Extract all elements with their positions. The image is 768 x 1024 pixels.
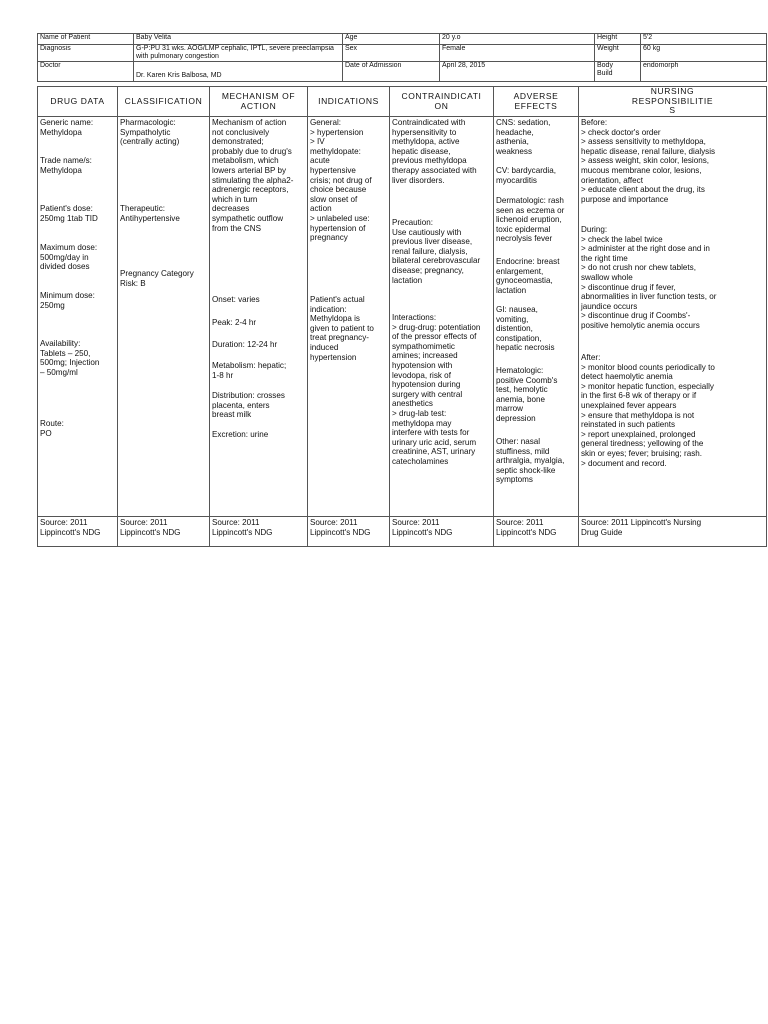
interactions: Interactions: > drug-drug: potentiation of the pressor effects of sympathomimetic amines; increased hypotension with levodopa, risk of hypotension during surgery with central anesthetics > drug-lab test: methyldopa may interfere with tests for urinary uric acid, serum creatinine, AST, urinary catecholamines <box>392 313 481 466</box>
indications-cell <box>308 117 390 517</box>
doctor-value: Dr. Karen Kris Balbosa, MD <box>136 72 222 79</box>
diagnosis-label: Diagnosis <box>38 45 134 62</box>
nursing-cell <box>579 117 767 517</box>
adverse-cv: CV: bardycardia, myocarditis <box>496 166 556 185</box>
adverse-gi: GI: nausea, vomiting, distention, constipation, hepatic necrosis <box>496 305 555 353</box>
header-drug-data: DRUG DATA <box>38 87 118 117</box>
weight-value: 60 kg <box>641 45 767 62</box>
generic-name: Generic name: Methyldopa <box>40 118 94 137</box>
height-label: Height <box>595 34 641 45</box>
duration: Duration: 12-24 hr <box>212 340 278 349</box>
patient-info-table <box>37 33 767 82</box>
drug-data-cell <box>38 117 118 517</box>
header-nursing-responsibilities: NURSING RESPONSIBILITIE S <box>579 87 767 117</box>
nursing-after: After: > monitor blood counts periodically to detect haemolytic anemia > monitor hepatic function, especially in the first 6-8 wk of therapy or if unexplained fever appears > ensure that methyldopa is not reinstated in such patients > report unexplained, prolonged general tiredness; yellowing of the skin or eyes; fever; bruising; rash. > document and record. <box>581 353 715 468</box>
adverse-effects-cell <box>494 117 579 517</box>
header-adverse-effects: ADVERSE EFFECTS <box>494 87 579 117</box>
name-label: Name of Patient <box>38 34 134 45</box>
adverse-other: Other: nasal stuffiness, mild arthralgia, myalgia, septic shock-like symptoms <box>496 437 565 485</box>
source-indications: Source: 2011 Lippincott's NDG <box>308 517 390 547</box>
body-build-value: endomorph <box>641 62 767 82</box>
minimum-dose: Minimum dose: 250mg <box>40 291 95 310</box>
source-nursing: Source: 2011 Lippincott's Nursing Drug Guide <box>579 517 767 547</box>
age-label: Age <box>343 34 440 45</box>
metabolism: Metabolism: hepatic; 1-8 hr <box>212 361 287 380</box>
contraindications-text: Contraindicated with hypersensitivity to methyldopa, active hepatic disease, previous methyldopa therapy associated with liver disorders. <box>392 118 477 185</box>
diagnosis-value: G-P:PU 31 wks. AOG/LMP cephalic, IPTL, severe preeclampsia with pulmonary congestion <box>134 45 343 62</box>
patients-dose: Patient's dose: 250mg 1tab TID <box>40 204 98 223</box>
adverse-dermatologic: Dermatologic: rash seen as eczema or lichenoid eruption, toxic epidermal necrolysis fever <box>496 196 565 244</box>
maximum-dose: Maximum dose: 500mg/day in divided doses <box>40 243 98 272</box>
mechanism-text: Mechanism of action not conclusively demonstrated; probably due to drug's metabolism, which lowers arterial BP by stimulating the alpha2- adrenergic receptors, which in turn decreases sympathetic outflow from the CNS <box>212 118 294 233</box>
pregnancy-category: Pregnancy Category Risk: B <box>120 269 194 288</box>
header-contraindications: CONTRAINDICATI ON <box>390 87 494 117</box>
header-mechanism: MECHANISM OF ACTION <box>210 87 308 117</box>
admission-label: Date of Admission <box>343 62 440 82</box>
adverse-hematologic: Hematologic: positive Coomb's test, hemolytic anemia, bone marrow depression <box>496 366 558 423</box>
excretion: Excretion: urine <box>212 430 269 439</box>
admission-value: April 28, 2015 <box>440 62 595 82</box>
source-contraindications: Source: 2011 Lippincott's NDG <box>390 517 494 547</box>
pharmacologic-class: Pharmacologic: Sympatholytic (centrally acting) <box>120 118 180 147</box>
source-classification: Source: 2011 Lippincott's NDG <box>118 517 210 547</box>
source-adverse-effects: Source: 2011 Lippincott's NDG <box>494 517 579 547</box>
general-indications: General: > hypertension > IV methyldopate: acute hypertensive crisis; not drug of choice because slow onset of action > unlabeled use: hypertension of pregnancy <box>310 118 372 243</box>
sex-value: Female <box>440 45 595 62</box>
doctor-cell <box>134 62 343 82</box>
header-indications: INDICATIONS <box>308 87 390 117</box>
mechanism-cell <box>210 117 308 517</box>
header-classification: CLASSIFICATION <box>118 87 210 117</box>
source-drug-data: Source: 2011 Lippincott's NDG <box>38 517 118 547</box>
drug-study-table <box>37 86 767 547</box>
peak: Peak: 2-4 hr <box>212 318 257 327</box>
route: Route: PO <box>40 419 64 438</box>
onset: Onset: varies <box>212 295 260 304</box>
actual-indication: Patient's actual indication: Methyldopa is given to patient to treat pregnancy- induced hypertension <box>310 295 374 362</box>
availability: Availability: Tablets – 250, 500mg; Injection – 50mg/ml <box>40 339 100 377</box>
adverse-endocrine: Endocrine: breast enlargement, gynoceomastia, lactation <box>496 257 560 295</box>
doctor-label: Doctor <box>38 62 134 82</box>
age-value: 20 y.o <box>440 34 595 45</box>
body-build-label: Body Build <box>595 62 641 82</box>
classification-cell <box>118 117 210 517</box>
name-value: Baby Velita <box>134 34 343 45</box>
height-value: 5'2 <box>641 34 767 45</box>
distribution: Distribution: crosses placenta, enters breast milk <box>212 391 285 420</box>
adverse-cns: CNS: sedation, headache, asthenia, weakness <box>496 118 551 156</box>
nursing-before: Before: > check doctor's order > assess sensitivity to methyldopa, hepatic disease, renal failure, dialysis > assess weight, skin color, lesions, mucous membrane color, lesions, orientation, affect > educate client about the drug, its purpose and importance <box>581 118 716 204</box>
nursing-during: During: > check the label twice > administer at the right dose and in the right time > do not crush nor chew tablets, swallow whole > discontinue drug if fever, abnormalities in liver function tests, or jaundice occurs > discontinue drug if Coombs'- positive hemolytic anemia occurs <box>581 225 717 330</box>
precaution: Precaution: Use cautiously with previous liver disease, renal failure, dialysis, bilateral cerebrovascular disease; pregnancy, lactation <box>392 218 481 285</box>
trade-name: Trade name/s: Methyldopa <box>40 156 92 175</box>
sex-label: Sex <box>343 45 440 62</box>
source-mechanism: Source: 2011 Lippincott's NDG <box>210 517 308 547</box>
therapeutic-class: Therapeutic: Antihypertensive <box>120 204 180 223</box>
weight-label: Weight <box>595 45 641 62</box>
contraindications-cell <box>390 117 494 517</box>
